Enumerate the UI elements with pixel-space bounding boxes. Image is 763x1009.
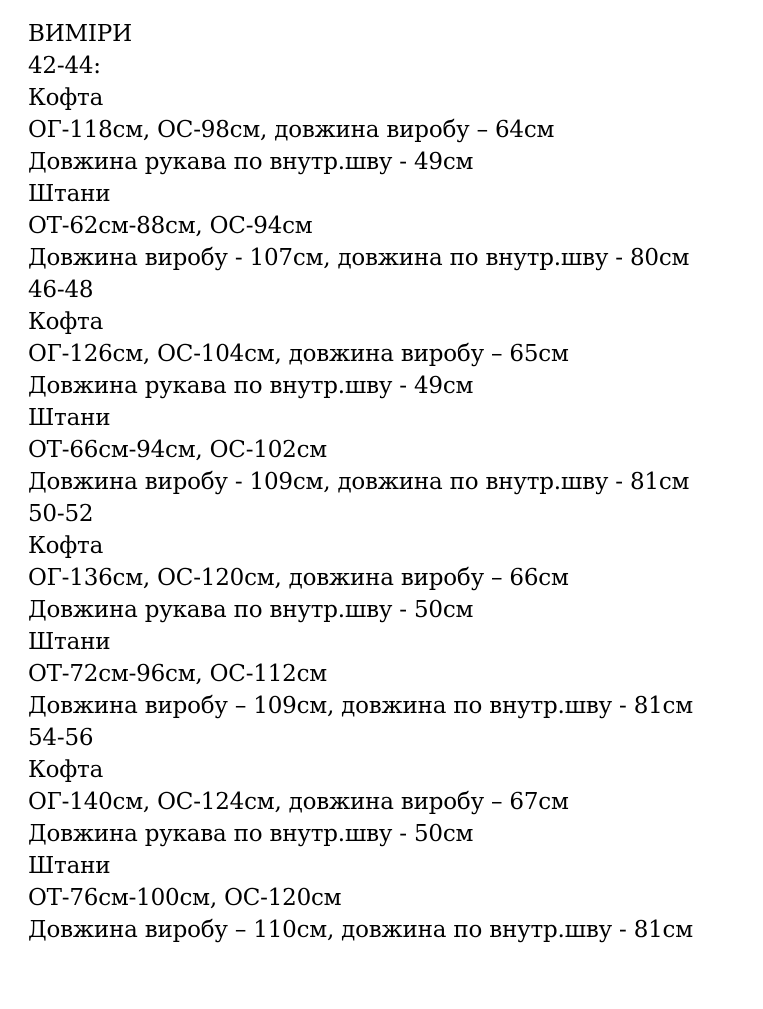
jacket-heading: Кофта <box>28 757 104 783</box>
pants-heading: Штани <box>28 405 111 431</box>
jacket-heading: Кофта <box>28 85 104 111</box>
jacket-heading: Кофта <box>28 533 104 559</box>
pants-measurements: ОТ-72см-96см, ОС-112см <box>28 661 327 687</box>
jacket-measurements: ОГ-140см, ОС-124см, довжина виробу – 67см <box>28 789 569 815</box>
pants-length: Довжина виробу – 109см, довжина по внутр.шву - 81см <box>28 693 693 719</box>
pants-length: Довжина виробу – 110см, довжина по внутр.шву - 81см <box>28 917 693 943</box>
pants-measurements: ОТ-76см-100см, ОС-120см <box>28 885 342 911</box>
pants-measurements: ОТ-62см-88см, ОС-94см <box>28 213 313 239</box>
size-block-42-44 <box>28 50 758 274</box>
jacket-heading: Кофта <box>28 309 104 335</box>
jacket-measurements: ОГ-136см, ОС-120см, довжина виробу – 66см <box>28 565 569 591</box>
pants-length: Довжина виробу - 107см, довжина по внутр.шву - 80см <box>28 245 690 271</box>
size-label: 54-56 <box>28 725 94 751</box>
size-label: 50-52 <box>28 501 94 527</box>
size-block-54-56 <box>28 722 758 946</box>
size-label: 46-48 <box>28 277 94 303</box>
measurements-document <box>28 18 758 946</box>
jacket-sleeve-length: Довжина рукава по внутр.шву - 49см <box>28 373 474 399</box>
jacket-measurements: ОГ-118см, ОС-98см, довжина виробу – 64см <box>28 117 555 143</box>
document-title: ВИМІРИ <box>28 21 132 47</box>
pants-heading: Штани <box>28 629 111 655</box>
pants-measurements: ОТ-66см-94см, ОС-102см <box>28 437 327 463</box>
pants-heading: Штани <box>28 181 111 207</box>
size-block-50-52 <box>28 498 758 722</box>
size-block-46-48 <box>28 274 758 498</box>
jacket-measurements: ОГ-126см, ОС-104см, довжина виробу – 65см <box>28 341 569 367</box>
jacket-sleeve-length: Довжина рукава по внутр.шву - 50см <box>28 821 474 847</box>
jacket-sleeve-length: Довжина рукава по внутр.шву - 49см <box>28 149 474 175</box>
size-label: 42-44: <box>28 53 101 79</box>
jacket-sleeve-length: Довжина рукава по внутр.шву - 50см <box>28 597 474 623</box>
pants-heading: Штани <box>28 853 111 879</box>
pants-length: Довжина виробу - 109см, довжина по внутр.шву - 81см <box>28 469 690 495</box>
